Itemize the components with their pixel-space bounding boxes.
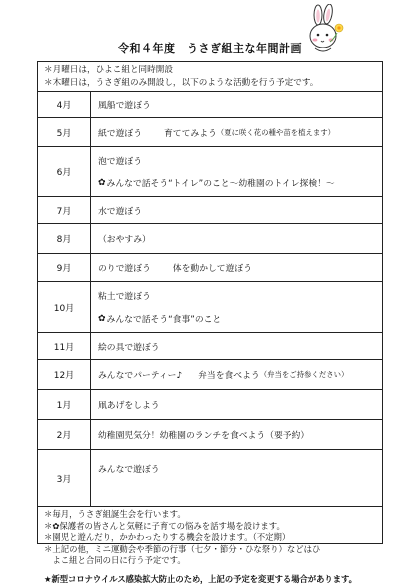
- activity-cell: [98, 118, 382, 146]
- activity-text: みんなで遊ぼう: [98, 465, 160, 475]
- intro-line: ＊月曜日は，ひよこ組と同時開設: [44, 65, 173, 75]
- activity-cell: [98, 254, 382, 281]
- month-cell: 12月: [53, 371, 75, 381]
- activity-cell: [98, 147, 382, 196]
- activity-text: のりで遊ぼう: [98, 264, 151, 274]
- activity-cell: [98, 450, 382, 506]
- covid-warning: ★新型コロナウイルス感染拡大防止のため，上記の予定を変更する場合があります。: [44, 573, 357, 584]
- activity-text: 体を動かして遊ぼう: [172, 264, 252, 274]
- activity-text: 風船で遊ぼう: [98, 101, 151, 111]
- month-cell: 2月: [56, 431, 72, 441]
- note-line: ＊毎月，うさぎ組誕生会を行います。: [44, 509, 186, 519]
- table-row: [38, 333, 382, 360]
- activity-text: 水で遊ぼう: [98, 206, 142, 217]
- activity-text: （おやすみ）: [98, 235, 151, 245]
- table-row: [38, 92, 382, 118]
- table-row: [38, 450, 382, 507]
- intro-notes: [38, 62, 382, 92]
- table-row: [38, 420, 382, 450]
- table-row: [38, 282, 382, 333]
- activity-text: 幼稚園児気分！幼稚園のランチを食べよう（要予約）: [98, 431, 310, 441]
- table-row: [38, 147, 382, 197]
- activity-text: 絵の具で遊ぼう: [98, 342, 160, 353]
- activity-cell: [98, 360, 382, 389]
- rabbit-illustration: [303, 4, 347, 56]
- note-line: ＊上記の他，ミニ運動会や季節の行事（七夕・節分・ひな祭り）などはひ: [44, 543, 321, 554]
- month-cell: 1月: [56, 401, 72, 411]
- activity-text: みんなでパーティー♪: [98, 371, 183, 381]
- activity-text: 弁当を食べよう: [198, 371, 260, 381]
- note-line: ＊✿保護者の皆さんと気軽に子育ての悩みを話す場を設けます。: [44, 520, 285, 531]
- plan-table: [37, 61, 383, 584]
- activity-cell: [98, 420, 382, 449]
- month-cell: 3月: [56, 474, 72, 485]
- activity-text: 紙で遊ぼう: [98, 128, 142, 139]
- month-cell: 5月: [56, 128, 72, 139]
- activity-note: （夏に咲く花の種や苗を植えます）: [216, 127, 336, 137]
- activity-text: 泡で遊ぼう: [98, 156, 142, 167]
- note-line: ＊園児と遊んだり，かかわったりする機会を設けます。（不定期）: [44, 532, 291, 543]
- activity-cell: [98, 197, 382, 223]
- month-cell: 9月: [56, 264, 72, 274]
- month-cell: 10月: [53, 303, 75, 314]
- activity-cell: [98, 224, 382, 253]
- activity-cell: [98, 92, 382, 117]
- table-row: [38, 360, 382, 390]
- activity-cell: [98, 282, 382, 332]
- month-cell: 4月: [56, 101, 72, 111]
- month-cell: 11月: [53, 342, 75, 353]
- activity-text: みんなで話そう“食事”のこと: [106, 315, 222, 325]
- activity-text: 育ててみよう: [164, 128, 217, 139]
- activity-text: 凧あげをしよう: [98, 401, 160, 411]
- page-title: 令和４年度 うさぎ組主な年間計画: [118, 42, 302, 55]
- flower-icon: ✿: [98, 313, 106, 324]
- flower-icon: ✿: [98, 177, 106, 188]
- note-line: よこ組と合同の日に行う予定です。: [44, 555, 186, 566]
- table-row: [38, 118, 382, 147]
- activity-cell: [98, 390, 382, 419]
- activity-cell: [98, 333, 382, 359]
- intro-line: ＊木曜日は，うさぎ組のみ開設し，以下のような活動を行う予定です。: [44, 77, 319, 88]
- month-cell: 6月: [56, 168, 72, 178]
- table-row: [38, 390, 382, 420]
- table-row: [38, 254, 382, 282]
- table-row: [38, 224, 382, 254]
- table-row: [38, 197, 382, 224]
- footer-notes: [38, 508, 382, 586]
- month-cell: 8月: [56, 235, 72, 245]
- activity-note: （弁当をご持参ください）: [259, 370, 349, 379]
- activity-text: みんなで話そう“トイレ”のこと～幼稚園のトイレ探検！～: [106, 179, 335, 190]
- activity-text: 粘土で遊ぼう: [98, 292, 151, 302]
- month-cell: 7月: [56, 206, 72, 217]
